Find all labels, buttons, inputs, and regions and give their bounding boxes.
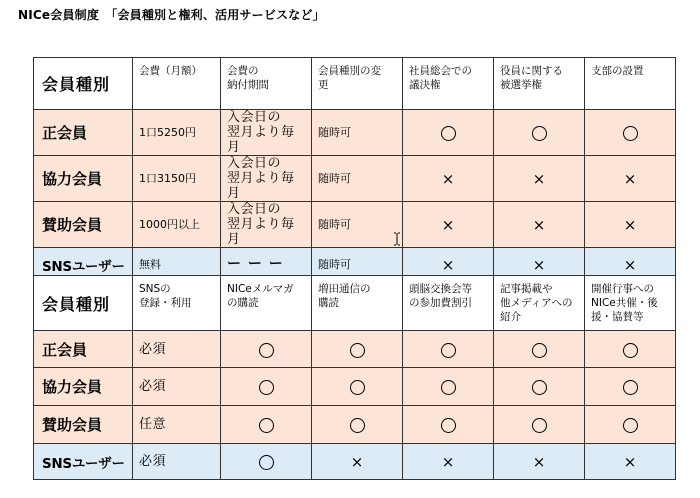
- table-header-row: [34, 58, 676, 110]
- mark-cell: [494, 331, 585, 368]
- change-value: 随時可: [312, 156, 403, 202]
- period-value: 入会日の 翌月より毎月: [221, 156, 312, 202]
- mark-cell: [403, 156, 494, 202]
- member-type: 正会員: [34, 110, 133, 156]
- sns-value: 必須: [133, 444, 221, 480]
- period-value: ー ー ー: [221, 248, 312, 282]
- mark-cell: [585, 110, 676, 156]
- mark-cell: [403, 110, 494, 156]
- change-value: 随時可: [312, 202, 403, 248]
- mark-cell: [494, 156, 585, 202]
- fee-value: 1000円以上: [133, 202, 221, 248]
- mark-cell: [312, 444, 403, 480]
- mark-cell: [585, 406, 676, 444]
- cross-mark-icon: ×: [623, 216, 637, 234]
- circle-mark-icon: [259, 343, 274, 358]
- table-row: [34, 156, 676, 202]
- header-officer-eligibility: 役員に関する 被選挙権: [494, 58, 585, 110]
- header-voting-right: 社員総会での 議決権: [403, 58, 494, 110]
- member-type: 協力会員: [34, 156, 133, 202]
- circle-mark-icon: [350, 418, 365, 433]
- cross-mark-icon: ×: [623, 170, 637, 188]
- cross-mark-icon: ×: [441, 170, 455, 188]
- circle-mark-icon: [441, 343, 456, 358]
- table-row: [34, 110, 676, 156]
- member-type: 賛助会員: [34, 202, 133, 248]
- header-member-type: 会員種別: [34, 58, 133, 110]
- mark-cell: [221, 444, 312, 480]
- cross-mark-icon: ×: [441, 256, 455, 274]
- circle-mark-icon: [259, 455, 274, 470]
- fee-value: 1口3150円: [133, 156, 221, 202]
- page-title: NICe会員制度 「会員種別と権利、活用サービスなど」: [18, 8, 325, 22]
- member-type: 協力会員: [34, 368, 133, 406]
- cross-mark-icon: ×: [441, 453, 455, 471]
- cross-mark-icon: ×: [532, 256, 546, 274]
- circle-mark-icon: [532, 380, 547, 395]
- mark-cell: [312, 368, 403, 406]
- circle-mark-icon: [350, 380, 365, 395]
- circle-mark-icon: [350, 343, 365, 358]
- mark-cell: [312, 406, 403, 444]
- header-event-sponsorship: 開催行事への NICe共催・後 援・協賛等: [585, 276, 676, 331]
- table-row: [34, 444, 676, 480]
- mark-cell: [221, 406, 312, 444]
- member-type: 賛助会員: [34, 406, 133, 444]
- table-row: [34, 331, 676, 368]
- membership-services-table: [33, 275, 676, 480]
- circle-mark-icon: [259, 380, 274, 395]
- header-branch-setup: 支部の設置: [585, 58, 676, 110]
- header-fee-discount: 頭脳交換会等 の参加費割引: [403, 276, 494, 331]
- member-type: SNSユーザー: [34, 248, 133, 282]
- sns-value: 必須: [133, 368, 221, 406]
- mark-cell: [312, 331, 403, 368]
- mark-cell: [585, 331, 676, 368]
- mark-cell: [494, 202, 585, 248]
- period-value: 入会日の 翌月より毎月: [221, 110, 312, 156]
- mark-cell: [221, 331, 312, 368]
- cross-mark-icon: ×: [532, 170, 546, 188]
- membership-rights-table: [33, 57, 676, 282]
- cross-mark-icon: ×: [532, 216, 546, 234]
- mark-cell: [403, 368, 494, 406]
- text-cursor-icon: [393, 232, 401, 246]
- header-masuda-report: 増田通信の 購読: [312, 276, 403, 331]
- circle-mark-icon: [623, 343, 638, 358]
- sns-value: 必須: [133, 331, 221, 368]
- circle-mark-icon: [532, 126, 547, 141]
- circle-mark-icon: [441, 380, 456, 395]
- header-fee: 会費（月額）: [133, 58, 221, 110]
- mark-cell: [494, 368, 585, 406]
- header-newsletter: NICeメルマガ の購読: [221, 276, 312, 331]
- mark-cell: [403, 406, 494, 444]
- table-row: [34, 406, 676, 444]
- header-payment-period: 会費の 納付期間: [221, 58, 312, 110]
- header-media-introduction: 記事掲載や 他メディアへの 紹介: [494, 276, 585, 331]
- change-value: 随時可: [312, 248, 403, 282]
- circle-mark-icon: [623, 126, 638, 141]
- mark-cell: [494, 110, 585, 156]
- mark-cell: [403, 331, 494, 368]
- circle-mark-icon: [623, 418, 638, 433]
- circle-mark-icon: [441, 418, 456, 433]
- change-value: 随時可: [312, 110, 403, 156]
- sns-value: 任意: [133, 406, 221, 444]
- mark-cell: [403, 444, 494, 480]
- table-header-row: [34, 276, 676, 331]
- member-type: SNSユーザー: [34, 444, 133, 480]
- circle-mark-icon: [623, 380, 638, 395]
- header-member-type: 会員種別: [34, 276, 133, 331]
- cross-mark-icon: ×: [532, 453, 546, 471]
- fee-value: 無料: [133, 248, 221, 282]
- circle-mark-icon: [532, 418, 547, 433]
- mark-cell: [585, 202, 676, 248]
- mark-cell: [585, 156, 676, 202]
- member-type: 正会員: [34, 331, 133, 368]
- table-row: [34, 368, 676, 406]
- circle-mark-icon: [441, 126, 456, 141]
- mark-cell: [403, 202, 494, 248]
- cross-mark-icon: ×: [350, 453, 364, 471]
- mark-cell: [221, 368, 312, 406]
- mark-cell: [585, 444, 676, 480]
- table-row: [34, 202, 676, 248]
- period-value: 入会日の 翌月より毎月: [221, 202, 312, 248]
- circle-mark-icon: [259, 418, 274, 433]
- mark-cell: [494, 444, 585, 480]
- mark-cell: [494, 406, 585, 444]
- mark-cell: [585, 368, 676, 406]
- circle-mark-icon: [532, 343, 547, 358]
- cross-mark-icon: ×: [623, 453, 637, 471]
- fee-value: 1口5250円: [133, 110, 221, 156]
- header-sns-usage: SNSの 登録・利用: [133, 276, 221, 331]
- cross-mark-icon: ×: [441, 216, 455, 234]
- cross-mark-icon: ×: [623, 256, 637, 274]
- header-type-change: 会員種別の変 更: [312, 58, 403, 110]
